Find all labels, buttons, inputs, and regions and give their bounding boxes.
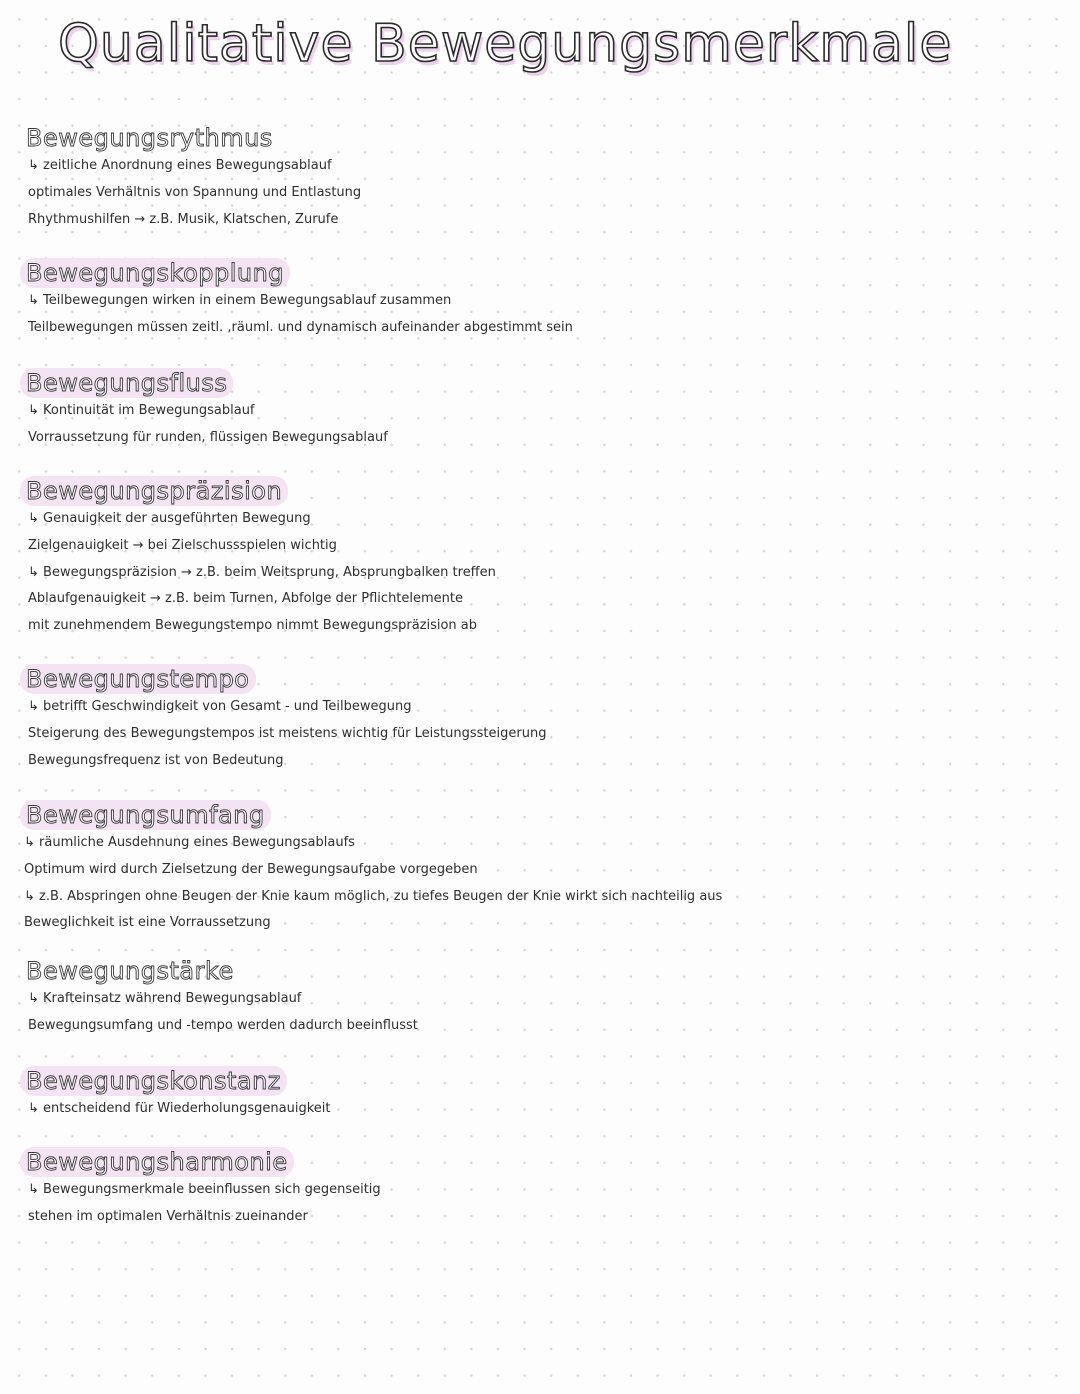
note-line: optimales Verhältnis von Spannung und Entlastung: [28, 184, 362, 200]
note-line: Beweglichkeit ist eine Vorraussetzung: [24, 915, 271, 931]
section-heading: Bewegungspräzision: [20, 476, 288, 506]
section-heading: Bewegungskonstanz: [20, 1066, 287, 1096]
note-line: ↳ betrifft Geschwindigkeit von Gesamt - und Teilbewegung: [28, 699, 412, 714]
note-line: Zielgenauigkeit → bei Zielschussspielen wichtig: [28, 537, 337, 553]
section-heading: Bewegungsumfang: [20, 800, 271, 830]
note-line: ↳ Genauigkeit der ausgeführten Bewegung: [28, 511, 311, 526]
section-bewegungsumfang: [0, 800, 1080, 937]
section-heading: Bewegungskopplung: [20, 258, 290, 288]
note-line: stehen im optimalen Verhältnis zueinander: [28, 1208, 308, 1224]
section-bewegungskonstanz: [0, 1066, 1080, 1123]
note-line: ↳ Kontinuität im Bewegungsablauf: [28, 403, 255, 418]
note-line: ↳ räumliche Ausdehnung eines Bewegungsablaufs: [24, 835, 355, 850]
page-title: Qualitative Bewegungsmerkmale: [58, 14, 953, 74]
note-line: ↳ Bewegungspräzision → z.B. beim Weitsprung, Absprungbalken treffen: [28, 564, 496, 580]
section-heading: Bewegungstempo: [20, 664, 256, 694]
note-line: ↳ zeitliche Anordnung eines Bewegungsablauf: [28, 158, 332, 173]
section-heading: Bewegungsfluss: [20, 368, 233, 398]
section-bewegungstaerke: [0, 956, 1080, 1040]
note-line: Bewegungsumfang und -tempo werden dadurch beeinflusst: [28, 1017, 418, 1033]
section-heading: Bewegungsharmonie: [20, 1147, 294, 1177]
note-line: ↳ Teilbewegungen wirken in einem Bewegungsablauf zusammen: [28, 293, 452, 308]
section-heading: Bewegungsrythmus: [26, 124, 273, 152]
note-line: Bewegungsfrequenz ist von Bedeutung: [28, 752, 284, 768]
note-line: ↳ Bewegungsmerkmale beeinflussen sich gegenseitig: [28, 1182, 381, 1197]
section-bewegungsfluss: [0, 368, 1080, 452]
section-bewegungspraezision: [0, 476, 1080, 640]
section-heading: Bewegungstärke: [26, 957, 234, 985]
note-line: Vorraussetzung für runden, flüssigen Bewegungsablauf: [28, 429, 388, 445]
note-line: Optimum wird durch Zielsetzung der Bewegungsaufgabe vorgegeben: [24, 861, 478, 877]
note-line: ↳ Krafteinsatz während Bewegungsablauf: [28, 991, 302, 1006]
section-bewegungsrythmus: [0, 123, 1080, 233]
section-bewegungskopplung: [0, 258, 1080, 342]
note-line: Ablaufgenauigkeit → z.B. beim Turnen, Abfolge der Pflichtelemente: [28, 591, 464, 607]
note-line: Teilbewegungen müssen zeitl. ,räuml. und dynamisch aufeinander abgestimmt sein: [28, 319, 573, 335]
note-line: ↳ z.B. Abspringen ohne Beugen der Knie kaum möglich, zu tiefes Beugen der Knie wirkt sich nachteilig aus: [24, 888, 723, 904]
note-line: Steigerung des Bewegungstempos ist meistens wichtig für Leistungssteigerung: [28, 725, 547, 741]
note-line: mit zunehmendem Bewegungstempo nimmt Bewegungspräzision ab: [28, 618, 478, 634]
section-bewegungstempo: [0, 664, 1080, 774]
note-line: Rhythmushilfen → z.B. Musik, Klatschen, Zurufe: [28, 211, 339, 227]
section-bewegungsharmonie: [0, 1147, 1080, 1231]
note-line: ↳ entscheidend für Wiederholungsgenauigkeit: [28, 1101, 331, 1116]
